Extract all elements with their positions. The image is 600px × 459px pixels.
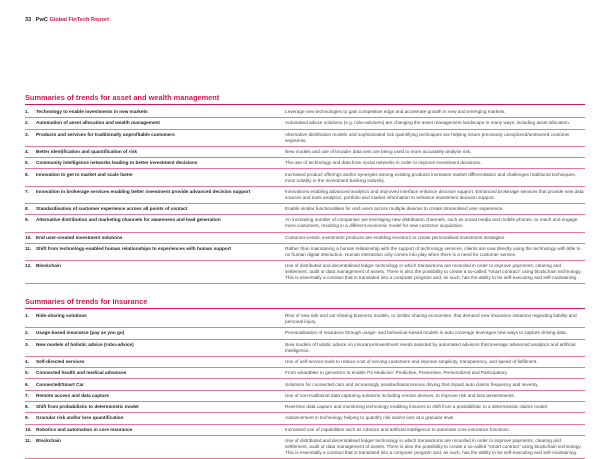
- table-row: [25, 158, 585, 169]
- table-row: [25, 425, 585, 436]
- trend-description: An increasing number of companies are leveraging new distribution channels, such as social media and mobile phones, to reach and engage more customers, resulting in a different economic model for new customer acquisition.: [285, 217, 578, 229]
- brand-name: PwC: [35, 17, 48, 23]
- table-row: [25, 368, 585, 379]
- trend-name: [25, 415, 285, 421]
- table-row: [25, 391, 585, 402]
- trend-label: Self-directed services: [36, 359, 85, 365]
- trend-number: 4.: [25, 149, 29, 155]
- trend-label: Automation of asset allocation and wealth management: [36, 120, 160, 126]
- trend-name: [25, 342, 285, 354]
- trend-label: Innovation in brokerage services enabling better investment provide advanced decision support: [36, 188, 251, 194]
- trend-number: 7.: [25, 188, 29, 194]
- asset-wealth-section: [25, 93, 585, 284]
- trend-number: 8.: [25, 206, 29, 212]
- trend-label: Alternative distribution and marketing channels for awareness and lead generation: [36, 217, 221, 223]
- table-row: [25, 118, 585, 129]
- trend-label: New models of holistic advice (robo-advice): [36, 341, 134, 347]
- trend-name: [25, 189, 285, 201]
- trend-description: Advancement in technology helping to quantify risk and/or loss at a granular level.: [285, 415, 455, 421]
- table-row: [25, 169, 585, 186]
- trend-label: Remote access and data capture: [36, 392, 109, 398]
- table-row: [25, 215, 585, 232]
- trend-name: [25, 370, 285, 376]
- trend-description: Use of distributed and decentralised ledger technology in which transactions are recorded in order to improve payments, clearing and settlement, audit or data management of assets. There is also the possibility to create a so-called "smart contract" using blockchain technology. This is essentially a contract that is translated into a computer program and, as such, has the ability to be self-executing and self-maintaining.: [285, 438, 582, 455]
- table-row: [25, 311, 585, 328]
- trend-name: [25, 393, 285, 399]
- trend-label: Ride-sharing solutions: [36, 313, 87, 319]
- trend-number: 2.: [25, 330, 29, 336]
- trend-name: [25, 217, 285, 229]
- table-row: [25, 187, 585, 204]
- table-row: [25, 204, 585, 215]
- trend-description: Alternative distribution models and sophisticated risk quantifying techniques are helping insure previously unexplored/uninsured customer segments.: [285, 131, 570, 143]
- trend-description: Rather than maintaining a human relationship with the support of technology services, clients are now directly using the technology with little to no human digital interaction. Human interaction only comes into play when there is a need for customer service.: [285, 246, 581, 257]
- trend-name: [25, 109, 285, 115]
- trend-name: [25, 263, 285, 281]
- trend-label: Blockchain: [36, 263, 62, 269]
- trend-number: 10.: [25, 234, 32, 240]
- trend-number: 9.: [25, 217, 29, 223]
- table-row: [25, 379, 585, 390]
- trend-number: 3.: [25, 341, 29, 347]
- trend-description: Enable similar functionalities for end users across multiple devices to create streamlined user experience.: [285, 206, 504, 212]
- table-row: [25, 130, 585, 147]
- trend-description: Automated advice solutions (e.g. robo-advisers) are changing the asset management landscape in many ways, including asset allocation.: [285, 120, 571, 126]
- insurance-section: [25, 297, 585, 459]
- trend-name: [25, 149, 285, 155]
- table-row: [25, 413, 585, 424]
- trend-description: Rise of new ride and car-sharing business models, or similar sharing economies, that demand new insurance solutions regarding liability and personal injury.: [285, 313, 577, 325]
- trend-name: [25, 172, 285, 184]
- table-row: [25, 328, 585, 339]
- trend-label: Granular risk and/or loss quantification: [36, 415, 124, 421]
- trend-name: [25, 246, 285, 258]
- trend-description: Use of distributed and decentralised ledger technology in which transactions are recorded in order to improve payments, clearing and settlement, audit or data management of assets. There is also the possibility to create a so-called "smart contract" using blockchain technology. This is essentially a contract that is translated into a computer program and, as such, has the ability to be self-executing and self-maintaining.: [285, 263, 582, 281]
- trend-number: 10.: [25, 426, 32, 432]
- trend-description: New models of holistic advice on insurance/investment needs assisted by automated advisors that leverage advanced analytics and artificial intelligence.: [285, 341, 576, 353]
- trend-number: 3.: [25, 131, 29, 137]
- trend-number: 1.: [25, 313, 29, 319]
- trend-description: Real-time data capture and monitoring technology enabling insurers to shift from a probabilistic to a deterministic claims model.: [285, 404, 549, 410]
- table-row: [25, 147, 585, 158]
- trend-name: [25, 160, 285, 166]
- trend-number: 4.: [25, 359, 29, 365]
- trend-number: 7.: [25, 392, 29, 398]
- trend-label: Shift from technology-enabled human relationships to experiences with human support: [36, 246, 232, 251]
- trend-description: The use of technology and data from social networks in order to improve investment decisions.: [285, 160, 482, 166]
- trend-number: 2.: [25, 120, 29, 126]
- trend-description: New models and use of broader data sets are being used to more accurately analyse risk.: [285, 149, 472, 155]
- trend-number: 8.: [25, 404, 29, 410]
- report-title: Global FinTech Report: [49, 17, 110, 23]
- table-row: [25, 261, 585, 284]
- trend-description: Innovations enabling advanced analytics and improved interface enhance decision support. Enhanced brokerage services that provide new data sources and tools analytics, portfolio and market information to enhance investment decision support.: [285, 188, 584, 200]
- trend-description: Increased product offerings and/or synergies among existing products increases market differentiation and challenges traditional techniques, most notably in the investment banking industry.: [285, 171, 576, 183]
- trend-label: Connected/Smart Car: [36, 381, 84, 387]
- trend-label: Better identification and quantification of risk: [36, 149, 138, 155]
- trend-label: Products and services for traditionally unprofitable customers: [36, 131, 175, 137]
- trend-description: Increased use of capabilities such as robotics and artificial intelligence to automate core insurance functions.: [285, 426, 510, 432]
- section-title: Summaries of trends for asset and wealth management: [25, 93, 585, 105]
- trend-label: Robotics and automation in core insurance: [36, 426, 133, 432]
- trend-label: Standardisation of customer experience across all points of contact: [36, 206, 188, 212]
- trend-number: 5.: [25, 160, 29, 166]
- trend-description: Leverage new technologies to gain competitive edge and accelerate growth in new and emerging markets.: [285, 109, 506, 115]
- trend-label: Shift from probabilistic to deterministic model: [36, 404, 139, 410]
- trend-number: 6.: [25, 171, 29, 177]
- trend-name: [25, 120, 285, 126]
- trend-name: [25, 427, 285, 433]
- table-row: [25, 436, 585, 459]
- trend-label: Connected health and medical advances: [36, 370, 127, 376]
- trend-description: From wearables to genomics to enable P4 Medicine: Predictive, Preventive, Personalized and Participatory.: [285, 370, 508, 376]
- trend-description: Use of non-traditional data capturing solutions including remote devices, to improve risk and loss assessments.: [285, 392, 516, 398]
- trend-description: Solutions for connected cars and increasingly assisted/autonomous driving that impact auto claims frequency and severity.: [285, 381, 539, 387]
- trend-number: 11.: [25, 438, 32, 443]
- trend-name: [25, 235, 285, 241]
- table-row: [25, 402, 585, 413]
- table-row: [25, 233, 585, 244]
- trend-number: 12.: [25, 263, 32, 269]
- trend-label: Usage-based insurance (pay as you go): [36, 330, 125, 336]
- trend-name: [25, 359, 285, 365]
- trend-name: [25, 206, 285, 212]
- trend-label: End user-created investment solutions: [36, 234, 123, 240]
- trend-description: Use of self-service tools to reduce cost of serving customers and improve simplicity, transparency, and speed of fulfilment.: [285, 359, 538, 365]
- trend-description: Customer-centric investment products are enabling investors to create personalised investment strategies.: [285, 234, 506, 240]
- section-title: Summaries of trends for Insurance: [25, 297, 585, 309]
- trend-number: 5.: [25, 370, 29, 376]
- page-number: 33: [25, 17, 32, 23]
- table-row: [25, 244, 585, 261]
- trend-name: [25, 132, 285, 144]
- trend-name: [25, 404, 285, 410]
- trend-label: Technology to enable investments in new markets: [36, 109, 148, 115]
- trend-name: [25, 313, 285, 325]
- trend-label: Community intelligence networks leading to better investment decisions: [36, 160, 198, 166]
- trend-description: Personalisation of insurance through usage- and behaviour-based models in auto coverage leverages new ways to capture driving data.: [285, 330, 567, 336]
- trend-number: 1.: [25, 109, 29, 115]
- trend-label: Innovation to get to market and scale faster: [36, 171, 133, 177]
- page-header: [25, 17, 109, 23]
- table-row: [25, 357, 585, 368]
- table-row: [25, 340, 585, 357]
- trend-name: [25, 438, 285, 456]
- trend-name: [25, 382, 285, 388]
- table-row: [25, 107, 585, 118]
- trend-name: [25, 330, 285, 336]
- trend-number: 6.: [25, 381, 29, 387]
- trend-number: 9.: [25, 415, 29, 421]
- trend-label: Blockchain: [36, 438, 62, 443]
- trend-number: 11.: [25, 246, 32, 251]
